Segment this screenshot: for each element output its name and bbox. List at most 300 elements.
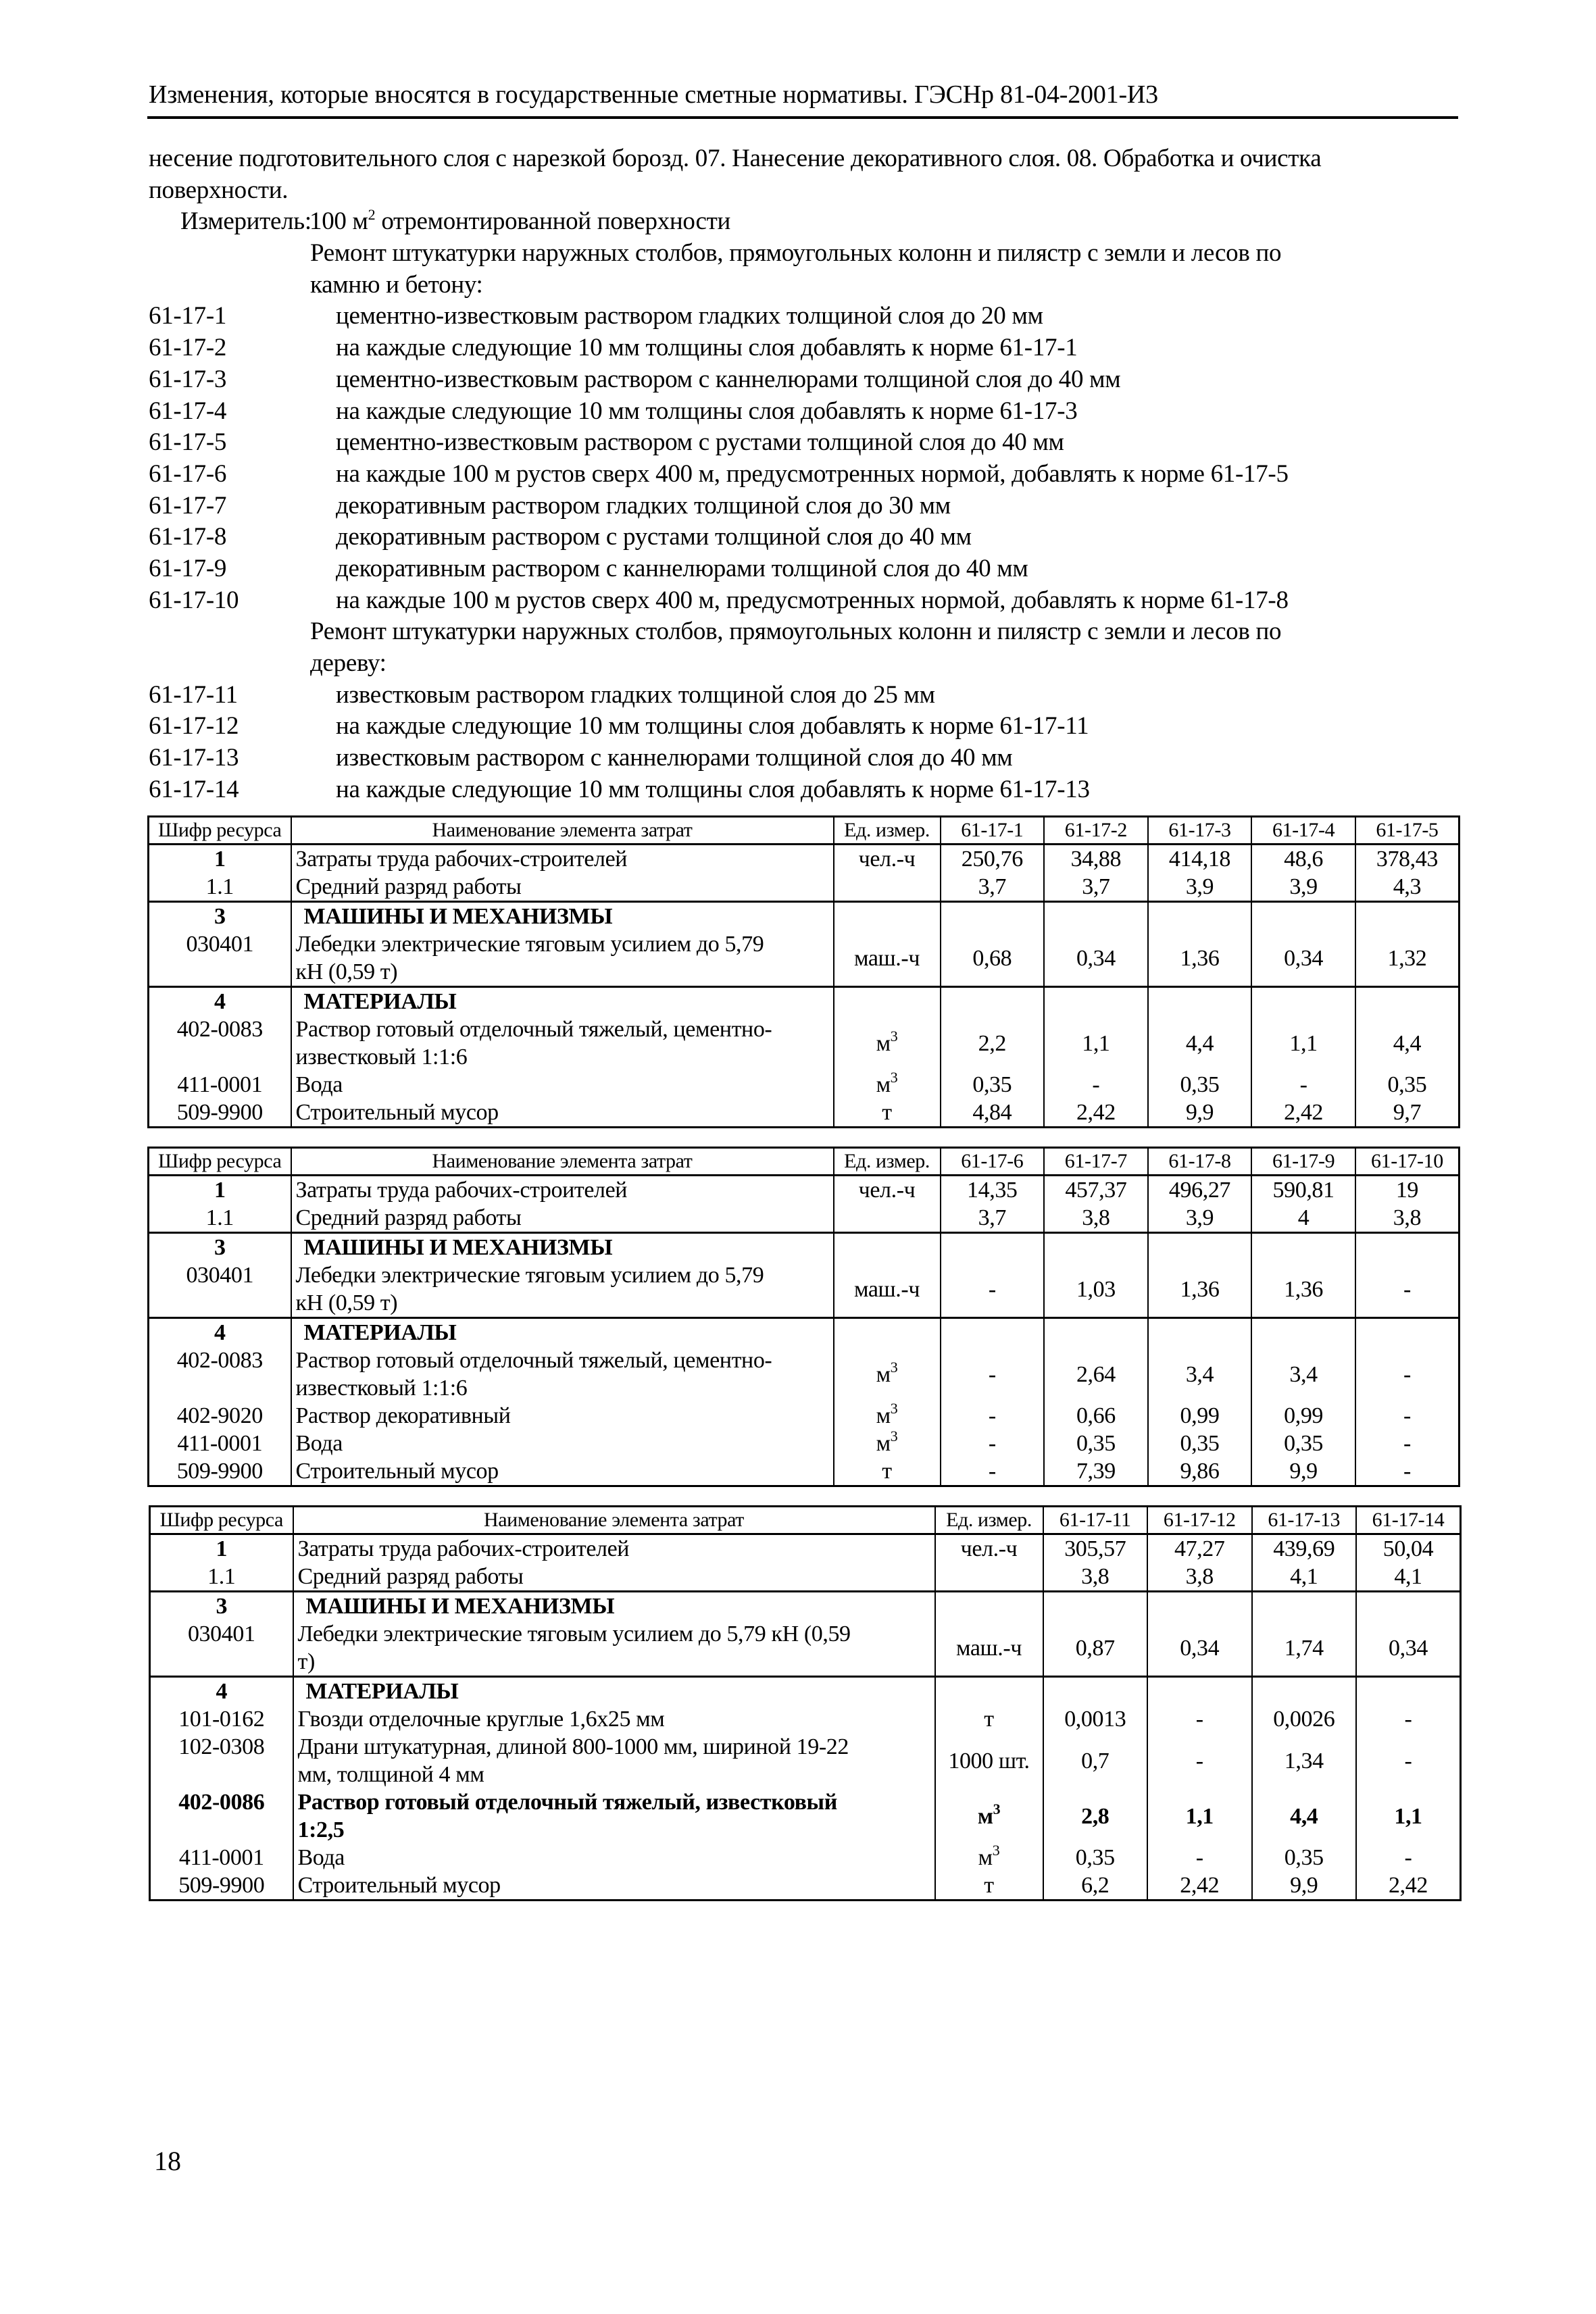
value-cell: 1,1 bbox=[1044, 1015, 1148, 1071]
norm-sections bbox=[149, 238, 1463, 805]
col-header-code: Шифр ресурса bbox=[149, 1148, 291, 1176]
grade-value: 3,8 bbox=[1185, 1564, 1214, 1589]
section-code: 4 bbox=[149, 1318, 291, 1347]
unit-cell bbox=[834, 1015, 941, 1071]
value-cell: - bbox=[1356, 1733, 1461, 1788]
resource-name: Затраты труда рабочих-строителей bbox=[295, 1178, 628, 1203]
value-cell: 0,35 bbox=[1148, 1430, 1252, 1457]
value-cell: - bbox=[1356, 1844, 1461, 1871]
value-cell: 1,1 bbox=[1147, 1788, 1252, 1844]
norm-list-item bbox=[149, 680, 1463, 711]
value-cell: 1,36 bbox=[1251, 1261, 1355, 1318]
unit-cell bbox=[935, 1733, 1043, 1788]
value-cell: 1,1 bbox=[1251, 1015, 1355, 1071]
unit-cell bbox=[834, 1099, 941, 1128]
grade-value: 3,9 bbox=[1185, 874, 1214, 899]
resource-name-cont: известковый 1:1:6 bbox=[295, 1376, 468, 1401]
value-cell bbox=[941, 845, 1045, 902]
unit-sup: 3 bbox=[993, 1800, 1001, 1817]
resource-code: 1.1 bbox=[205, 1205, 234, 1230]
grade-value: 4 bbox=[1297, 1205, 1310, 1230]
unit-cell bbox=[834, 1233, 941, 1262]
value-cell bbox=[1251, 1318, 1355, 1347]
resource-code: 1.1 bbox=[205, 874, 234, 899]
intro-line bbox=[149, 143, 1463, 175]
table-row bbox=[150, 1534, 1461, 1592]
value-cell: 0,35 bbox=[1355, 1071, 1460, 1099]
resource-code: 402-0083 bbox=[149, 1347, 291, 1402]
resource-name-cell bbox=[293, 1620, 935, 1677]
value-cell: 0,35 bbox=[1252, 1844, 1357, 1871]
unit-cell bbox=[834, 845, 941, 902]
section-row bbox=[149, 902, 1460, 931]
norm-list-item bbox=[149, 743, 1463, 774]
value-cell bbox=[941, 1176, 1045, 1233]
norm-code: 61-17-7 bbox=[149, 491, 227, 520]
norm-list-item bbox=[149, 711, 1463, 743]
col-header-norm: 61-17-14 bbox=[1356, 1507, 1461, 1534]
materials-group bbox=[150, 1677, 1461, 1901]
grade-value: 4,1 bbox=[1394, 1564, 1422, 1589]
norm-list-item bbox=[149, 522, 1463, 553]
section-row bbox=[149, 1233, 1460, 1262]
section-title: камню и бетону: bbox=[310, 270, 483, 299]
section-title-line bbox=[149, 238, 1463, 270]
unit-cell bbox=[935, 1705, 1043, 1733]
unit-cell bbox=[834, 987, 941, 1016]
labor-value: 590,81 bbox=[1272, 1178, 1335, 1203]
value-cell: 3,4 bbox=[1148, 1347, 1252, 1402]
value-cell bbox=[941, 902, 1045, 931]
value-cell: - bbox=[1355, 1261, 1460, 1318]
value-cell: 0,35 bbox=[1044, 1430, 1148, 1457]
resource-name-cell bbox=[291, 1347, 834, 1402]
resource-name: Средний разряд работы bbox=[295, 1205, 522, 1230]
col-header-code: Шифр ресурса bbox=[149, 817, 291, 845]
resource-name: Строительный мусор bbox=[295, 1100, 499, 1125]
value-cell: - bbox=[1147, 1705, 1252, 1733]
table-row bbox=[149, 930, 1460, 987]
value-cell bbox=[1355, 987, 1460, 1016]
resource-code: 402-0083 bbox=[149, 1015, 291, 1071]
col-header-norm: 61-17-11 bbox=[1043, 1507, 1148, 1534]
value-cell bbox=[941, 1318, 1045, 1347]
value-cell bbox=[1148, 1318, 1252, 1347]
value-cell bbox=[1044, 845, 1148, 902]
measure-value bbox=[309, 206, 730, 238]
resource-code: 411-0001 bbox=[149, 1430, 291, 1457]
unit-cell bbox=[935, 1534, 1043, 1592]
value-cell: - bbox=[941, 1402, 1045, 1430]
table-row bbox=[149, 1015, 1460, 1071]
section-row bbox=[149, 1318, 1460, 1347]
value-cell: 0,87 bbox=[1043, 1620, 1148, 1677]
labor-group bbox=[149, 1176, 1460, 1233]
unit: маш.-ч bbox=[853, 1276, 920, 1302]
table-row bbox=[149, 1176, 1460, 1233]
value-cell: 0,34 bbox=[1251, 930, 1355, 987]
value-cell bbox=[941, 987, 1045, 1016]
value-cell: 4,4 bbox=[1355, 1015, 1460, 1071]
unit-cell bbox=[834, 1430, 941, 1457]
norm-list-item bbox=[149, 459, 1463, 491]
section-row bbox=[150, 1677, 1461, 1706]
table-row bbox=[149, 1071, 1460, 1099]
norm-code: 61-17-11 bbox=[149, 680, 238, 709]
col-header-norm: 61-17-4 bbox=[1251, 817, 1355, 845]
norm-description: на каждые следующие 10 мм толщины слоя добавлять к норме 61-17-3 bbox=[336, 397, 1078, 425]
resource-code: 402-0086 bbox=[150, 1788, 293, 1844]
value-cell: - bbox=[1355, 1347, 1460, 1402]
resource-name-cell bbox=[293, 1534, 935, 1592]
col-header-norm: 61-17-13 bbox=[1252, 1507, 1357, 1534]
value-cell: 1,32 bbox=[1355, 930, 1460, 987]
resource-code: 411-0001 bbox=[149, 1071, 291, 1099]
value-cell: 0,34 bbox=[1356, 1620, 1461, 1677]
resource-code: 030401 bbox=[150, 1620, 293, 1677]
unit-cell bbox=[834, 1457, 941, 1486]
col-header-norm: 61-17-6 bbox=[941, 1148, 1045, 1176]
resource-code: 411-0001 bbox=[150, 1844, 293, 1871]
resource-code: 509-9900 bbox=[149, 1457, 291, 1486]
resource-name: Вода bbox=[297, 1845, 345, 1870]
value-cell bbox=[1147, 1677, 1252, 1706]
labor-value: 305,57 bbox=[1064, 1536, 1126, 1561]
table-header-row bbox=[149, 1148, 1460, 1176]
materials-group bbox=[149, 987, 1460, 1128]
value-cell: - bbox=[1147, 1844, 1252, 1871]
resource-name-cell bbox=[291, 1402, 834, 1430]
unit-cell bbox=[834, 1318, 941, 1347]
value-cell: 0,99 bbox=[1148, 1402, 1252, 1430]
value-cell: 0,34 bbox=[1147, 1620, 1252, 1677]
value-cell: 2,42 bbox=[1147, 1871, 1252, 1901]
value-cell bbox=[1044, 902, 1148, 931]
grade-value: 3,7 bbox=[1082, 874, 1110, 899]
labor-value: 50,04 bbox=[1382, 1536, 1434, 1561]
col-header-name: Наименование элемента затрат bbox=[291, 817, 834, 845]
norm-description: на каждые следующие 10 мм толщины слоя добавлять к норме 61-17-1 bbox=[336, 334, 1078, 362]
unit: м bbox=[876, 1403, 891, 1428]
norm-list-item bbox=[149, 332, 1463, 364]
norm-code: 61-17-9 bbox=[149, 554, 227, 582]
unit: м bbox=[876, 1431, 891, 1456]
resource-code-cell bbox=[150, 1534, 293, 1592]
section-code: 3 bbox=[150, 1592, 293, 1621]
value-cell: 4,84 bbox=[941, 1099, 1045, 1128]
value-cell: 1,74 bbox=[1252, 1620, 1357, 1677]
value-cell bbox=[1043, 1677, 1148, 1706]
labor-value: 414,18 bbox=[1168, 847, 1231, 872]
resource-name-cell bbox=[293, 1871, 935, 1901]
section-code: 3 bbox=[149, 1233, 291, 1262]
value-cell: 2,64 bbox=[1044, 1347, 1148, 1402]
body-text bbox=[149, 143, 1463, 805]
unit: т bbox=[984, 1707, 994, 1732]
norm-code: 61-17-5 bbox=[149, 428, 227, 457]
value-cell: 0,7 bbox=[1043, 1733, 1148, 1788]
resource-name: Раствор декоративный bbox=[295, 1403, 511, 1428]
intro-text: несение подготовительного слоя с нарезкой борозд. 07. Нанесение декоративного слоя. 08. Обработка и очистка bbox=[149, 145, 1322, 172]
value-cell bbox=[1355, 845, 1460, 902]
unit-cell bbox=[935, 1871, 1043, 1901]
col-header-norm: 61-17-7 bbox=[1044, 1148, 1148, 1176]
materials-group bbox=[149, 1318, 1460, 1486]
resource-table bbox=[149, 1505, 1462, 1901]
value-cell: 0,35 bbox=[941, 1071, 1045, 1099]
resource-name-cell bbox=[291, 1457, 834, 1486]
unit-cell bbox=[834, 1176, 941, 1233]
resource-name: Вода bbox=[295, 1072, 343, 1097]
value-cell bbox=[1148, 1233, 1252, 1262]
unit: м bbox=[876, 1072, 891, 1097]
section-title-line bbox=[149, 648, 1463, 680]
norm-description: на каждые следующие 10 мм толщины слоя добавлять к норме 61-17-13 bbox=[336, 775, 1090, 803]
norm-code: 61-17-14 bbox=[149, 775, 239, 803]
resource-name: Средний разряд работы bbox=[297, 1564, 524, 1589]
value-cell bbox=[941, 1233, 1045, 1262]
value-cell: 0,35 bbox=[1043, 1844, 1148, 1871]
resource-name-cont: мм, толщиной 4 мм bbox=[297, 1762, 484, 1787]
grade-value: 4,3 bbox=[1393, 874, 1422, 899]
machines-group bbox=[149, 1233, 1460, 1318]
running-header: Изменения, которые вносятся в государственные сметные нормативы. ГЭСНр 81-04-2001-И3 bbox=[149, 80, 1158, 109]
col-header-norm: 61-17-3 bbox=[1148, 817, 1252, 845]
value-cell bbox=[1148, 902, 1252, 931]
col-header-norm: 61-17-2 bbox=[1044, 817, 1148, 845]
grade-value: 3,7 bbox=[978, 874, 1006, 899]
resource-name-cell bbox=[291, 1071, 834, 1099]
unit: т bbox=[984, 1873, 994, 1898]
grade-value: 3,8 bbox=[1393, 1205, 1422, 1230]
value-cell bbox=[1148, 1176, 1252, 1233]
labor-value: 34,88 bbox=[1070, 847, 1122, 872]
value-cell: 3,4 bbox=[1251, 1347, 1355, 1402]
unit: чел.-ч bbox=[960, 1536, 1018, 1561]
value-cell: 6,2 bbox=[1043, 1871, 1148, 1901]
value-cell bbox=[1251, 987, 1355, 1016]
norm-description: известковым раствором с каннелюрами толщиной слоя до 40 мм bbox=[336, 744, 1013, 772]
norm-list-item bbox=[149, 774, 1463, 806]
grade-value: 3,7 bbox=[978, 1205, 1006, 1230]
unit: т bbox=[882, 1459, 892, 1484]
norm-description: на каждые 100 м рустов сверх 400 м, предусмотренных нормой, добавлять к норме 61-17-8 bbox=[336, 586, 1289, 614]
table-row bbox=[150, 1844, 1461, 1871]
grade-value: 3,9 bbox=[1289, 874, 1318, 899]
value-cell: 9,7 bbox=[1355, 1099, 1460, 1128]
resource-name: Лебедки электрические тяговым усилием до 5,79 bbox=[295, 1263, 764, 1288]
value-cell bbox=[1355, 1233, 1460, 1262]
norm-code: 61-17-8 bbox=[149, 523, 227, 551]
value-cell: 9,86 bbox=[1148, 1457, 1252, 1486]
value-cell: 4,4 bbox=[1252, 1788, 1357, 1844]
col-header-norm: 61-17-10 bbox=[1355, 1148, 1460, 1176]
grade-value: 3,8 bbox=[1082, 1205, 1110, 1230]
value-cell: 9,9 bbox=[1252, 1871, 1357, 1901]
resource-name-cont: кН (0,59 т) bbox=[295, 959, 398, 984]
resource-name-cont: известковый 1:1:6 bbox=[295, 1045, 468, 1070]
resource-name-cell bbox=[291, 930, 834, 987]
value-cell bbox=[1355, 1318, 1460, 1347]
norm-code: 61-17-1 bbox=[149, 302, 227, 330]
measure-line bbox=[149, 206, 1463, 238]
col-header-unit: Ед. измер. bbox=[834, 817, 941, 845]
norm-description: декоративным раствором гладких толщиной слоя до 30 мм bbox=[336, 491, 951, 520]
value-cell: 0,99 bbox=[1251, 1402, 1355, 1430]
resource-name: Вода bbox=[295, 1431, 343, 1456]
unit-cell bbox=[834, 1071, 941, 1099]
value-cell bbox=[1043, 1592, 1148, 1621]
table-row bbox=[149, 1430, 1460, 1457]
unit: м bbox=[876, 1361, 891, 1387]
resource-name-cell bbox=[293, 1844, 935, 1871]
intro-text: поверхности. bbox=[149, 176, 289, 204]
resource-name-cell bbox=[293, 1705, 935, 1733]
value-cell bbox=[1044, 1233, 1148, 1262]
unit-sup: 3 bbox=[890, 1358, 898, 1376]
section-title: дереву: bbox=[310, 649, 386, 677]
grade-value: 3,8 bbox=[1081, 1564, 1109, 1589]
value-cell bbox=[1251, 845, 1355, 902]
section-title-line bbox=[149, 616, 1463, 648]
value-cell bbox=[1044, 1176, 1148, 1233]
table-row bbox=[150, 1788, 1461, 1844]
resource-name: Раствор готовый отделочный тяжелый, цементно- bbox=[295, 1017, 772, 1042]
value-cell bbox=[1356, 1677, 1461, 1706]
resource-code: 1 bbox=[216, 1536, 228, 1561]
grade-value: 4,1 bbox=[1290, 1564, 1318, 1589]
col-header-code: Шифр ресурса bbox=[150, 1507, 293, 1534]
resource-name-cell bbox=[291, 1176, 834, 1233]
value-cell: 0,35 bbox=[1148, 1071, 1252, 1099]
value-cell bbox=[1356, 1592, 1461, 1621]
norm-code: 61-17-3 bbox=[149, 365, 227, 393]
norm-code: 61-17-12 bbox=[149, 712, 239, 740]
unit-cell bbox=[834, 1347, 941, 1402]
col-header-norm: 61-17-5 bbox=[1355, 817, 1460, 845]
col-header-norm: 61-17-9 bbox=[1251, 1148, 1355, 1176]
unit-cell bbox=[834, 930, 941, 987]
value-cell: - bbox=[941, 1261, 1045, 1318]
value-cell: 1,36 bbox=[1148, 930, 1252, 987]
section-title: МАШИНЫ И МЕХАНИЗМЫ bbox=[291, 1233, 834, 1262]
unit-cell bbox=[935, 1592, 1043, 1621]
norm-description: декоративным раствором с каннелюрами толщиной слоя до 40 мм bbox=[336, 554, 1028, 582]
table-row bbox=[150, 1620, 1461, 1677]
resource-name-cont: 1:2,5 bbox=[297, 1817, 345, 1842]
value-cell bbox=[1252, 1677, 1357, 1706]
section-title: Ремонт штукатурки наружных столбов, прямоугольных колонн и пилястр с земли и лесов по bbox=[310, 239, 1282, 268]
norm-description: цементно-известковым раствором с каннелюрами толщиной слоя до 40 мм bbox=[336, 365, 1121, 393]
norm-code: 61-17-4 bbox=[149, 397, 227, 425]
value-cell bbox=[1147, 1592, 1252, 1621]
value-cell bbox=[1148, 845, 1252, 902]
section-code: 4 bbox=[149, 987, 291, 1016]
value-cell: 4,4 bbox=[1148, 1015, 1252, 1071]
resource-code: 030401 bbox=[149, 930, 291, 987]
unit: чел.-ч bbox=[858, 847, 916, 872]
section-title: МАТЕРИАЛЫ bbox=[293, 1677, 935, 1706]
unit: м bbox=[977, 1803, 993, 1829]
resource-name: Раствор готовый отделочный тяжелый, известковый bbox=[297, 1790, 837, 1815]
labor-group bbox=[149, 845, 1460, 902]
col-header-norm: 61-17-12 bbox=[1147, 1507, 1252, 1534]
norm-list-item bbox=[149, 427, 1463, 459]
value-cell: - bbox=[1355, 1430, 1460, 1457]
value-cell: 2,42 bbox=[1251, 1099, 1355, 1128]
value-cell: 1,03 bbox=[1044, 1261, 1148, 1318]
labor-value: 14,35 bbox=[967, 1178, 1018, 1203]
table-row bbox=[149, 845, 1460, 902]
table-row bbox=[150, 1705, 1461, 1733]
value-cell bbox=[1043, 1534, 1148, 1592]
value-cell bbox=[1252, 1592, 1357, 1621]
table-row bbox=[149, 1347, 1460, 1402]
norm-code: 61-17-10 bbox=[149, 586, 239, 614]
value-cell bbox=[1147, 1534, 1252, 1592]
value-cell bbox=[1044, 987, 1148, 1016]
resource-name: Гвозди отделочные круглые 1,6х25 мм bbox=[297, 1707, 665, 1732]
section-title: МАТЕРИАЛЫ bbox=[291, 1318, 834, 1347]
value-cell bbox=[1148, 987, 1252, 1016]
unit: т bbox=[882, 1100, 892, 1125]
unit-cell bbox=[935, 1788, 1043, 1844]
labor-value: 48,6 bbox=[1284, 847, 1324, 872]
value-cell: 0,66 bbox=[1044, 1402, 1148, 1430]
measure-label: Измеритель: bbox=[180, 207, 311, 236]
section-title-line bbox=[149, 270, 1463, 301]
resource-table bbox=[147, 1147, 1460, 1487]
value-cell: - bbox=[1044, 1071, 1148, 1099]
labor-value: 439,69 bbox=[1273, 1536, 1335, 1561]
unit-cell bbox=[834, 1261, 941, 1318]
machines-group bbox=[150, 1592, 1461, 1677]
labor-value: 378,43 bbox=[1376, 847, 1438, 872]
value-cell: - bbox=[1355, 1402, 1460, 1430]
resource-name-cell bbox=[291, 1099, 834, 1128]
unit-cell bbox=[935, 1620, 1043, 1677]
value-cell: 0,0013 bbox=[1043, 1705, 1148, 1733]
table-header-row bbox=[150, 1507, 1461, 1534]
value-cell bbox=[1251, 1176, 1355, 1233]
norm-list-item bbox=[149, 585, 1463, 617]
value-cell: - bbox=[1147, 1733, 1252, 1788]
resource-name-cont: кН (0,59 т) bbox=[295, 1290, 398, 1315]
value-cell: 2,42 bbox=[1356, 1871, 1461, 1901]
resource-name: Строительный мусор bbox=[297, 1873, 501, 1898]
norm-list-item bbox=[149, 553, 1463, 585]
norm-description: известковым раствором гладких толщиной слоя до 25 мм bbox=[336, 680, 935, 709]
resource-name: Затраты труда рабочих-строителей bbox=[297, 1536, 630, 1561]
table-row bbox=[149, 1402, 1460, 1430]
resource-name: Лебедки электрические тяговым усилием до 5,79 bbox=[295, 932, 764, 957]
value-cell: 2,8 bbox=[1043, 1788, 1148, 1844]
unit-cell bbox=[935, 1677, 1043, 1706]
value-cell: - bbox=[941, 1347, 1045, 1402]
value-cell: 1,1 bbox=[1356, 1788, 1461, 1844]
value-cell: - bbox=[941, 1457, 1045, 1486]
resource-name-cell bbox=[293, 1788, 935, 1844]
value-cell: 2,42 bbox=[1044, 1099, 1148, 1128]
resource-code: 1.1 bbox=[207, 1564, 236, 1589]
table-row bbox=[149, 1099, 1460, 1128]
col-header-unit: Ед. измер. bbox=[834, 1148, 941, 1176]
unit-cell bbox=[834, 902, 941, 931]
value-cell bbox=[1355, 1176, 1460, 1233]
col-header-name: Наименование элемента затрат bbox=[291, 1148, 834, 1176]
measure-value-prefix: 100 м bbox=[309, 207, 368, 236]
value-cell: 1,36 bbox=[1148, 1261, 1252, 1318]
